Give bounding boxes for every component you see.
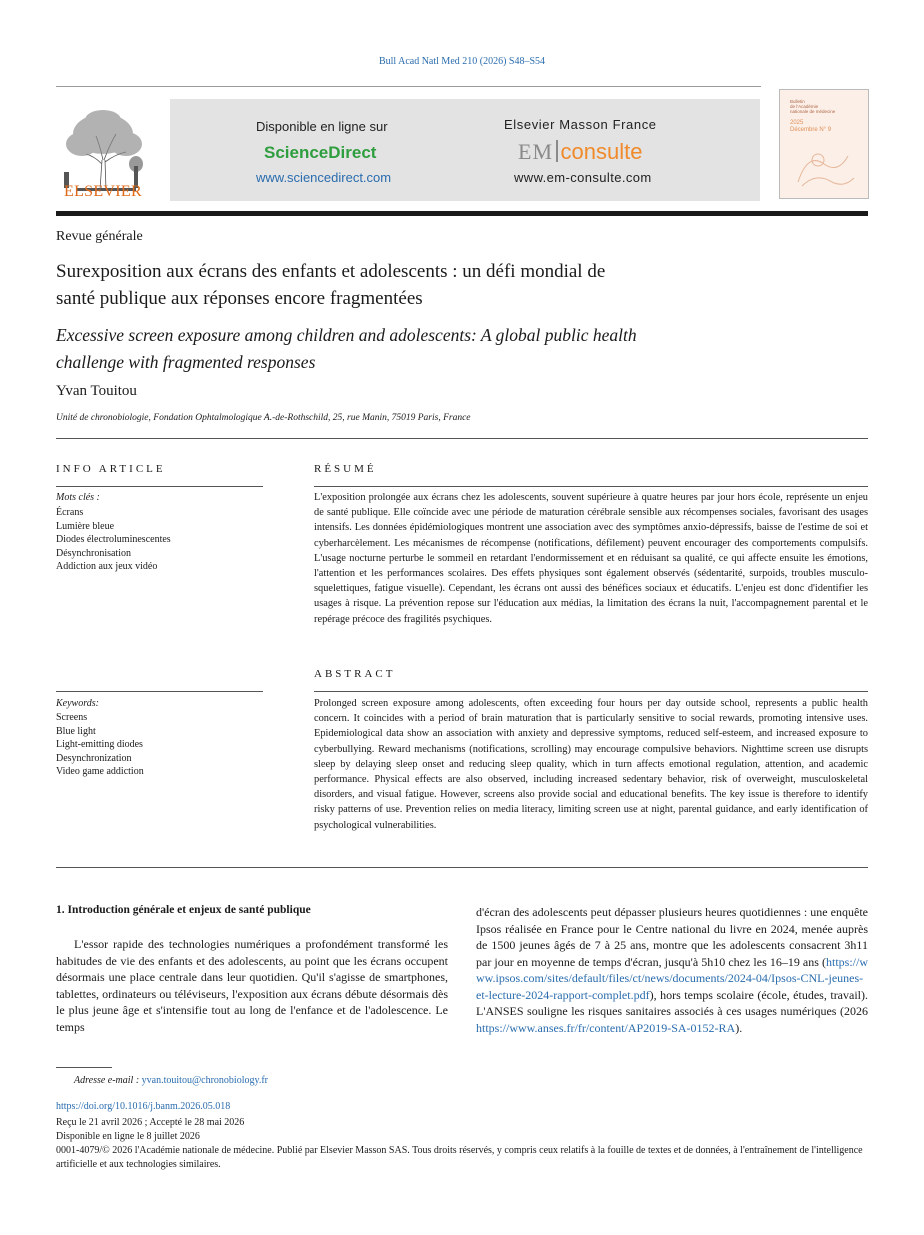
email-label: Adresse e-mail :: [74, 1075, 142, 1086]
doi-link[interactable]: https://doi.org/10.1016/j.banm.2026.05.018: [56, 1101, 231, 1112]
copyright-notice: 0001-4079/© 2026 l'Académie nationale de médecine. Publié par Elsevier Masson SAS. Tous droits réservés, y compris ceux relatifs à la fouille de textes et de données, à l'entraînement de l'intelligence artificielle et aux technologies similaires.: [56, 1145, 863, 1170]
abstract-rule: [314, 691, 868, 692]
em-publisher-label: Elsevier Masson France: [504, 117, 657, 132]
article-title-fr: Surexposition aux écrans des enfants et adolescents : un défi mondial de santé publique aux réponses encore fragmentées: [56, 261, 606, 309]
keyword-fr: Lumière bleue: [56, 520, 115, 532]
available-online-label: Disponible en ligne sur: [256, 119, 388, 134]
keywords-fr-label: Mots clés :: [56, 492, 100, 503]
article-title-en: Excessive screen exposure among children and adolescents: A global public health challenge with fragmented responses: [56, 325, 637, 372]
cover-illustration: [788, 142, 860, 192]
keyword-en: Screens: [56, 712, 88, 723]
anses-report-link[interactable]: https://www.anses.fr/fr/content/AP2019-SA-0152-RA: [476, 1020, 736, 1035]
journal-cover-thumbnail[interactable]: [779, 89, 869, 199]
cover-issue: 2025 Décembre N° 9: [790, 120, 832, 133]
online-date: Disponible en ligne le 8 juillet 2026: [56, 1131, 200, 1142]
keyword-fr: Addiction aux jeux vidéo: [56, 561, 158, 572]
em-logo-em: EM: [518, 139, 553, 164]
keyword-en: Desynchronization: [56, 752, 132, 764]
abstract-bottom-rule: [56, 867, 868, 868]
cover-journal-title: Bulletin de l'Académie nationale de médecine: [790, 99, 836, 114]
availability-banner: [170, 99, 760, 201]
resume-text: L'exposition prolongée aux écrans chez les adolescents, souvent supérieure à quatre heures par jour hors école, représente un enjeu de santé publique. Elle coïncide avec une période de maturation cérébrale sensible aux récompenses sociales, favorisant des usages intensifs. Les données épidémiologiques montrent une association avec des symptômes anxio-dépressifs, baisse de l'estime de soi et cyberharcèlement. Les mécanismes de récompense (notifications, défilement) peuvent encourager des comportements compulsifs. L'usage nocturne perturbe le sommeil en retardant l'endormissement et en réduisant sa qualité, ce qui affecte ensuite les émotions, l'attention et les performances scolaires. Des effets physiques sont également observés (sédentarité, surpoids, troubles musculo-squelettiques, fatigue visuelle). Cependant, les écrans ont aussi des bénéfices sociaux et éducatifs. L'enjeu est donc d'identifier les usages à risque. La prévention repose sur l'éducation aux médias, la limitation des écrans la nuit, l'accompagnement parental et le repérage précoce des fragilités psychiques.: [314, 492, 868, 625]
keyword-en: Blue light: [56, 725, 96, 737]
abstract-text: Prolonged screen exposure among adolescents, often exceeding four hours per day outside school, represents a public health concern. It coincides with a period of brain maturation that is particularly sensitive to social rewards, promoting intensive uses. Epidemiological data show an association with anxiety and depressive symptoms, reduced self-esteem, and increased exposure to cyberbullying. Reward mechanisms (notifications, scrolling) may encourage compulsive behaviors. Nighttime screen use disrupts sleep by delaying sleep onset and reducing sleep quality, which in turn affects emotional regulation, attention, and academic performance. Physical effects are also observed, including increased sedentary behavior, risk of overweight, musculoskeletal disorders, and visual fatigue. However, screens also provide social and educational benefits. The key issue is therefore to identify risky patterns of use. Prevention relies on media literacy, limiting screen use at night, parental guidance, and early identification of psychological vulnerabilities.: [314, 698, 868, 831]
keywords-en-rule: [56, 691, 263, 692]
author-name: Yvan Touitou: [56, 383, 137, 399]
body-col2-paragraph: d'écran des adolescents peut dépasser plusieurs heures quotidiennes : une enquête Ipsos réalisée en France pour le Centre national du livre en 2024, menée auprès de 1500 jeunes âgés de 7 à 25 ans, montre que les adolescents consacrent 3h11 par jour en moyenne de temps d'écran, jusqu'à 5h10 chez les 16–19 ans (https://www.ipsos.com/sites/default/files/ct/news/documents/2024-04/Ipsos-CNL-jeunes-et-lecture-2024-rapport-complet.pdf), hors temps scolaire (école, études, travail). L'ANSES souligne les risques sanitaires associés à ces usages numériques (2026 https://www.anses.fr/fr/content/AP2019-SA-0152-RA).: [476, 905, 868, 1035]
author-affiliation: Unité de chronobiologie, Fondation Ophtalmologique A.-de-Rothschild, 25, rue Manin, 75019 Paris, France: [56, 413, 471, 423]
keyword-fr: Écrans: [56, 507, 84, 518]
footnote-rule: [56, 1067, 112, 1068]
keywords-en-list: [56, 711, 144, 779]
em-logo-divider: [556, 140, 558, 162]
em-logo-consulte: consulte: [560, 139, 643, 164]
abstract-heading: ABSTRACT: [314, 668, 396, 680]
resume-rule: [314, 486, 868, 487]
sciencedirect-url-link[interactable]: www.sciencedirect.com: [256, 170, 392, 185]
article-rubric: Revue générale: [56, 229, 143, 244]
ipsos-report-link[interactable]: https://www.ipsos.com/sites/default/files/ct/news/documents/2024-04/Ipsos-CNL-jeunes-et-lecture-2024-rapport-complet.pdf: [476, 954, 868, 1002]
keyword-en: Video game addiction: [56, 766, 144, 777]
info-article-heading: INFO ARTICLE: [56, 463, 166, 475]
body-col1-paragraph: L'essor rapide des technologies numériques a profondément transformé les habitudes de vie des enfants et des adolescents, au point que les écrans occupent désormais une place centrale dans leur quotidien. Qu'il s'agisse de smartphones, tablettes, ordinateurs ou téléviseurs, l'exposition aux écrans débute désormais dès le plus jeune âge et s'intensifie tout au long de l'enfance et de l'adolescence. Le temps: [56, 937, 448, 1034]
title-bottom-rule: [56, 438, 868, 439]
author-email-link[interactable]: yvan.touitou@chronobiology.fr: [141, 1075, 268, 1086]
elsevier-wordmark: ELSEVIER: [64, 183, 142, 200]
keyword-en: Light-emitting diodes: [56, 739, 143, 750]
author-email-footnote: [74, 1074, 268, 1088]
em-consulte-logo[interactable]: [518, 139, 642, 165]
keywords-en-label: Keywords:: [56, 698, 99, 709]
received-dates: Reçu le 21 avril 2026 ; Accepté le 28 mai 2026: [56, 1117, 245, 1128]
keyword-fr: Diodes électroluminescentes: [56, 534, 171, 545]
keywords-fr-list: [56, 506, 171, 574]
header-rule: [56, 86, 761, 87]
keyword-fr: Désynchronisation: [56, 547, 131, 559]
journal-reference-link[interactable]: Bull Acad Natl Med 210 (2026) S48–S54: [378, 56, 546, 67]
resume-heading: RÉSUMÉ: [314, 463, 377, 475]
header-thick-rule: [56, 211, 868, 216]
em-consulte-url-link[interactable]: www.em-consulte.com: [514, 170, 652, 185]
sciencedirect-logo[interactable]: ScienceDirect: [264, 143, 377, 162]
info-rule: [56, 486, 263, 487]
section-1-heading: 1. Introduction générale et enjeux de santé publique: [56, 904, 311, 916]
